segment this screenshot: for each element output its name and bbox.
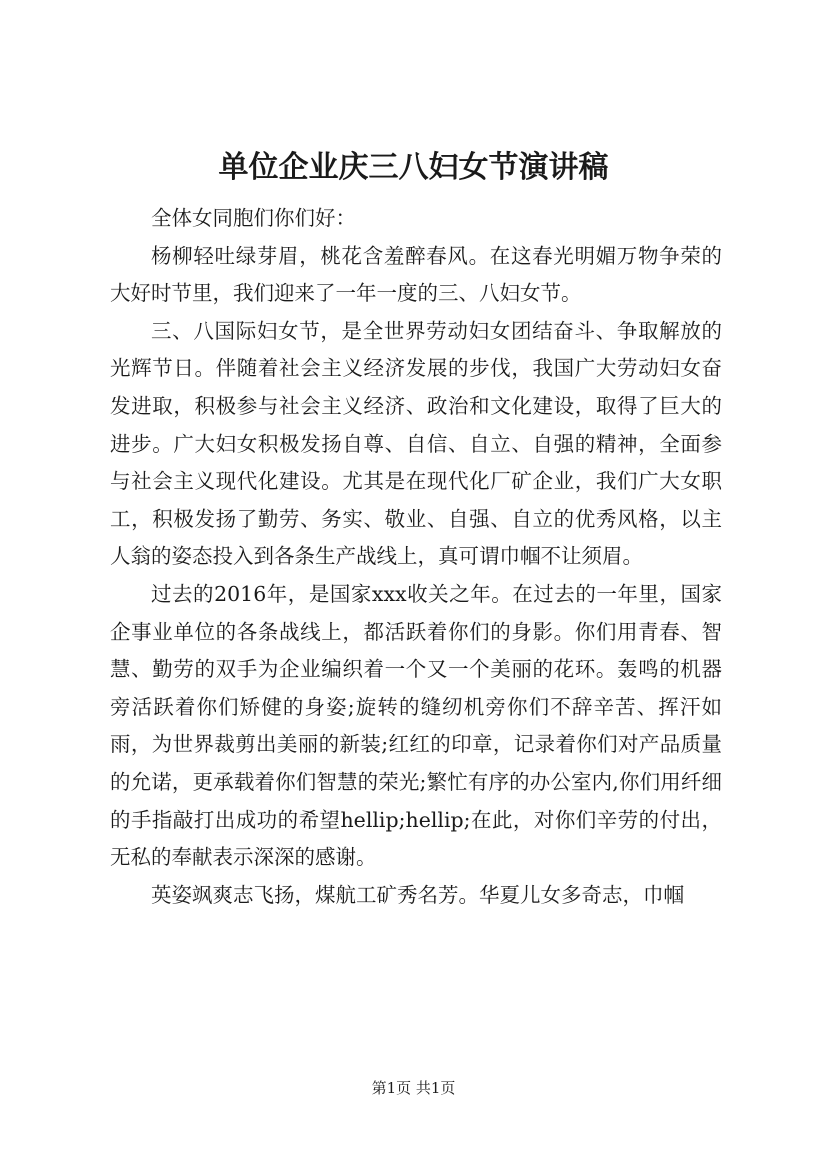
paragraph-greeting: 全体女同胞们你们好：: [151, 206, 356, 230]
paragraph-4: 英姿飒爽志飞扬，煤航工矿秀名芳。华夏儿女多奇志，巾帼: [151, 882, 684, 907]
document-title: 单位企业庆三八妇女节演讲稿: [218, 150, 609, 185]
paragraph-2: 三、八国际妇女节，是全世界劳动妇女团结奋斗、争取解放的光辉节日。伴随着社会主义经济发展的步伐，我国广大劳动妇女奋发进取，积极参与社会主义经济、政治和文化建设，取得了巨大的进步。广大妇女积极发扬自尊、自信、自立、自强的精神，全面参与社会主义现代化建设。尤其是在现代化厂矿企业，我们广大女职工，积极发扬了勤劳、务实、敬业、自强、自立的优秀风格，以主人翁的姿态投入到各条生产战线上，真可谓巾帼不让须眉。: [110, 318, 722, 569]
paragraph-1: 杨柳轻吐绿芽眉，桃花含羞醉春风。在这春光明媚万物争荣的大好时节里，我们迎来了一年一度的三、八妇女节。: [110, 243, 722, 306]
paragraph-3: 过去的2016年，是国家xxx收关之年。在过去的一年里，国家企事业单位的各条战线上，都活跃着你们的身影。你们用青春、智慧、勤劳的双手为企业编织着一个又一个美丽的花环。轰鸣的机器旁活跃着你们矫健的身姿;旋转的缝纫机旁你们不辞辛苦、挥汗如雨，为世界裁剪出美丽的新装;红红的印章，记录着你们对产品质量的允诺，更承载着你们智慧的荣光;繁忙有序的办公室内,你们用纤细的手指敲打出成功的希望hellip;hellip;在此，对你们辛劳的付出，无私的奉献表示深深的感谢。: [110, 581, 722, 870]
page-footer: 第1页 共1页: [371, 1079, 456, 1097]
document-body: [110, 200, 722, 914]
